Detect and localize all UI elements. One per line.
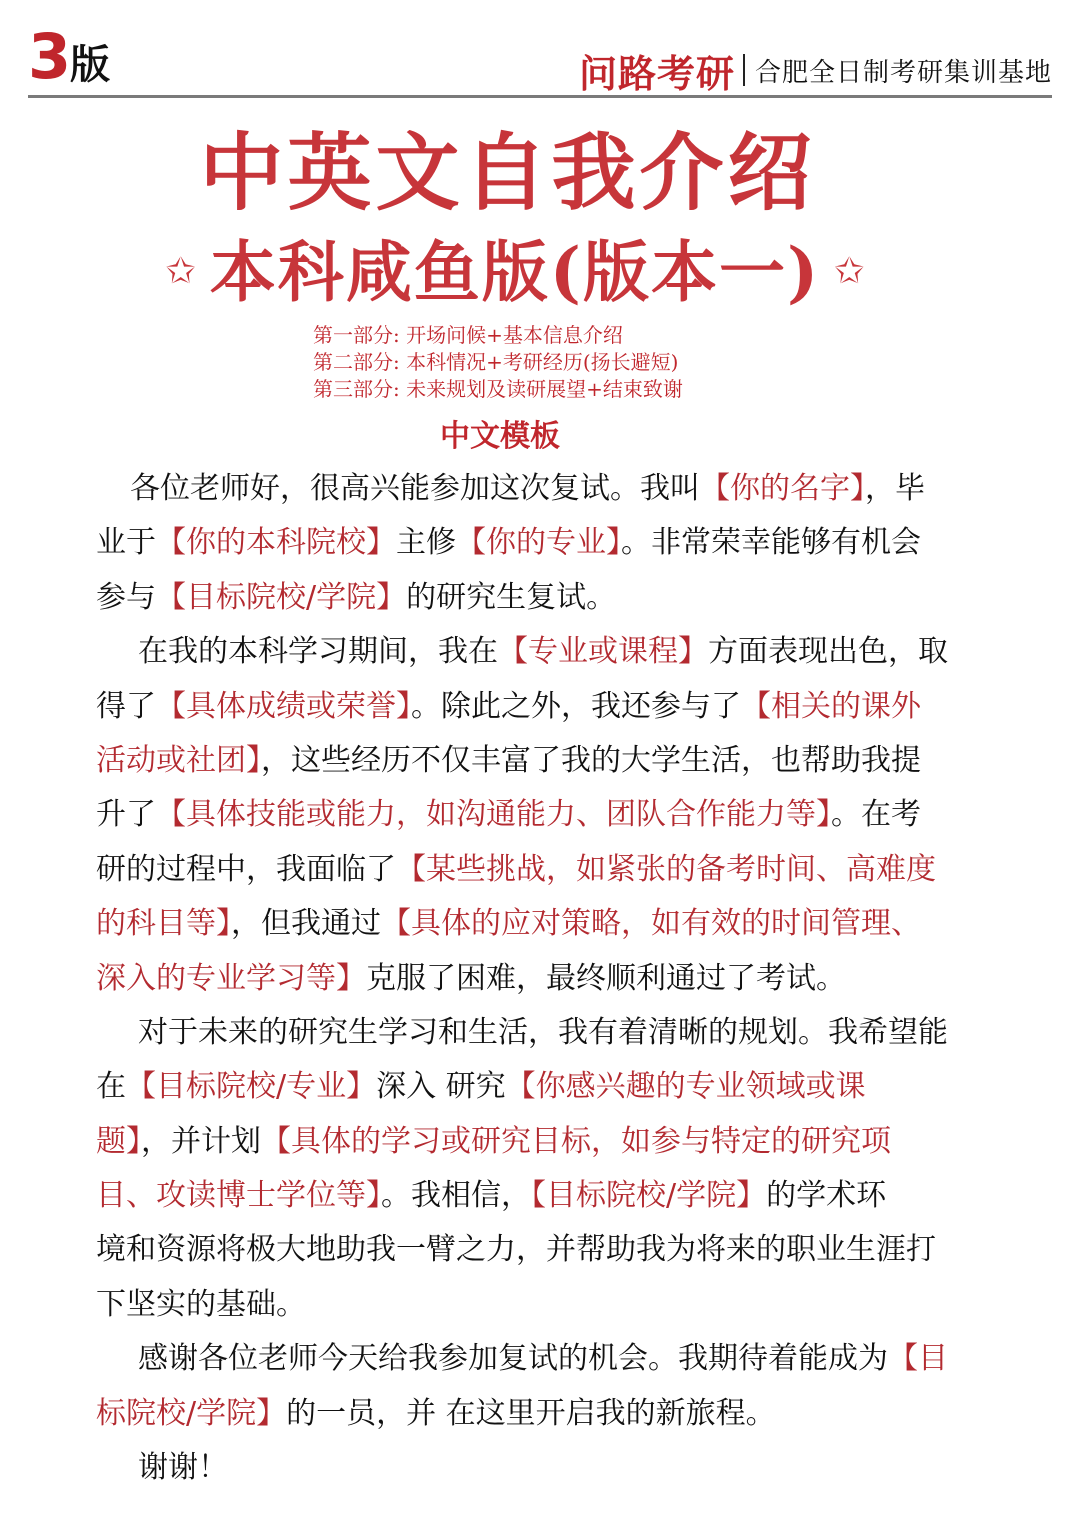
star-icon: ✩ (165, 251, 196, 292)
placeholder: 【具体成绩或荣誉】 (156, 688, 411, 724)
text: ，这些经历不仅丰富了我的大学生活，也帮助我提 (261, 742, 921, 778)
body-line (96, 1169, 996, 1223)
body-line (96, 1278, 996, 1332)
text: 。除此之外，我还参与了 (411, 688, 741, 724)
text: 。在考 (831, 797, 921, 833)
placeholder: 【目 (888, 1341, 948, 1377)
placeholder: 【目标院校/学院】 (531, 1178, 767, 1214)
placeholder: 的科目等】 (96, 906, 231, 942)
body-line (96, 952, 996, 1006)
text: 深入 研究 (376, 1069, 506, 1105)
text: 。非常荣幸能够有机会 (621, 525, 921, 561)
main-title: 中英文自我介绍 (199, 123, 816, 222)
body-line (96, 1060, 996, 1114)
text: 的学术环 (766, 1178, 887, 1214)
star-icon: ✩ (834, 251, 865, 292)
text: ，毕 (865, 471, 925, 506)
placeholder: 标院校/学院】 (96, 1395, 287, 1431)
text: 对于未来的研究生学习和生活，我有着清晰的规划。我希望能 (138, 1014, 948, 1050)
header (28, 20, 1052, 96)
body-line (96, 788, 996, 842)
text: 在我的本科学习期间，我在 (138, 634, 498, 670)
placeholder: 【具体的应对策略，如有效的时间管理、 (381, 906, 921, 942)
version-label: 版 (70, 42, 110, 88)
placeholder: 【具体技能或能力，如沟通能力、团队合作能力等】 (156, 797, 831, 833)
body-line (96, 1115, 996, 1169)
text: 的一员，并 在这里开启我的新旅程。 (286, 1395, 776, 1431)
text: 升了 (96, 797, 156, 833)
text: 各位老师好，很高兴能参加这次复试。我叫 (130, 471, 700, 506)
placeholder: 【专业或课程】 (498, 634, 708, 670)
body-line (96, 1332, 996, 1386)
part-item: 第三部分: 未来规划及读研展望+结束致谢 (313, 377, 683, 401)
body-line (96, 843, 996, 897)
header-rule (28, 95, 1052, 98)
placeholder: 【相关的课外 (741, 688, 921, 724)
placeholder: 【目标院校/学院】 (156, 579, 407, 615)
text: ，但我通过 (231, 906, 381, 942)
section-heading: 中文模板 (440, 419, 560, 454)
version-number: 3 (28, 20, 72, 93)
brand-name: 问路考研 (578, 51, 735, 96)
body-line (96, 1223, 996, 1277)
body-line (96, 1387, 996, 1441)
placeholder: 【具体的学习或研究目标，如参与特定的研究项 (261, 1123, 891, 1159)
placeholder: 题】 (96, 1123, 141, 1159)
text: 谢谢！ (138, 1450, 228, 1486)
subtitle: 本科咸鱼版(版本一) (209, 233, 821, 311)
text: 方面表现出色，取 (708, 634, 948, 670)
text: 业于 (96, 525, 156, 561)
brand-tagline: 合肥全日制考研集训基地 (754, 57, 1052, 88)
body-line (96, 625, 996, 679)
placeholder: 目、攻读博士学位等】 (96, 1178, 381, 1214)
brand (579, 46, 1052, 94)
brand-divider (743, 54, 745, 86)
placeholder: 【你感兴趣的专业领域或课 (505, 1069, 866, 1105)
body-line (96, 462, 996, 516)
body-line (96, 1006, 996, 1060)
text: 。我相信， (381, 1178, 531, 1214)
text: 主修 (396, 525, 456, 561)
placeholder: 【你的专业】 (456, 525, 621, 561)
text: 得了 (96, 688, 156, 724)
text: 在 (96, 1069, 126, 1105)
placeholder: 【目标院校/专业】 (126, 1069, 377, 1105)
body-line (96, 897, 996, 951)
text: ，并计划 (141, 1123, 261, 1159)
text: 克服了困难，最终顺利通过了考试。 (366, 960, 846, 996)
template-body (96, 462, 996, 1495)
part-item: 第二部分: 本科情况+考研经历(扬长避短) (313, 350, 679, 374)
text: 境和资源将极大地助我一臂之力，并帮助我为将来的职业生涯打 (96, 1232, 936, 1268)
placeholder: 【你的本科院校】 (156, 525, 396, 561)
body-line (96, 734, 996, 788)
placeholder: 【某些挑战，如紧张的备考时间、高难度 (396, 851, 936, 887)
parts-list (313, 322, 683, 403)
body-line (96, 571, 996, 625)
placeholder: 活动或社团】 (96, 742, 261, 778)
text: 下坚实的基础。 (96, 1286, 306, 1322)
placeholder: 【你的名字】 (700, 471, 865, 506)
body-line (96, 1441, 996, 1495)
body-line (96, 516, 996, 570)
text: 研的过程中，我面临了 (96, 851, 396, 887)
text: 参与 (96, 579, 156, 615)
text: 的研究生复试。 (406, 579, 617, 615)
body-line (96, 680, 996, 734)
part-item: 第一部分: 开场问候+基本信息介绍 (313, 323, 623, 347)
placeholder: 深入的专业学习等】 (96, 960, 366, 996)
subtitle-row (140, 232, 890, 312)
text: 感谢各位老师今天给我参加复试的机会。我期待着能成为 (138, 1341, 888, 1377)
